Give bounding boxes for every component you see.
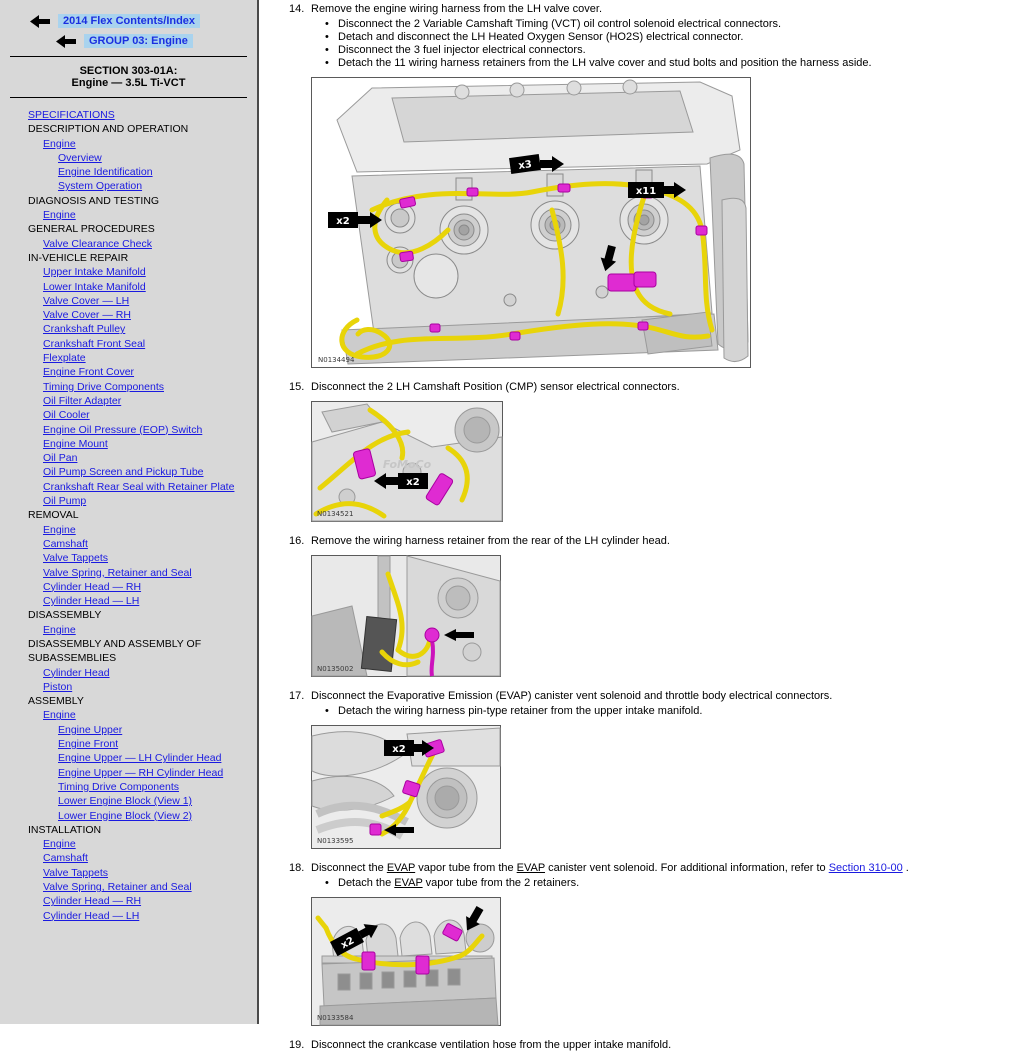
sidebar-nav-link[interactable]: Cylinder Head — LH [43,595,140,608]
svg-text:x3: x3 [517,159,533,172]
sidebar-nav-link[interactable]: Overview [58,151,102,164]
sidebar-nav-link[interactable]: Valve Spring, Retainer and Seal [43,566,192,579]
sidebar-nav-link[interactable]: Crankshaft Front Seal [43,337,146,350]
sidebar-nav-link[interactable]: Engine Upper — RH Cylinder Head [58,766,224,779]
procedure-step [289,862,1024,1029]
procedure-content [261,0,1024,1051]
step-number: 14. [289,3,305,15]
sidebar-section-heading: DISASSEMBLY AND ASSEMBLY OF SUBASSEMBLIES [28,637,202,665]
step-bullets [311,877,1024,890]
sidebar-nav-link[interactable]: Timing Drive Components [58,780,179,793]
section-title-line1: SECTION 303-01A: [79,65,178,77]
bullet-item: • Detach and disconnect the LH Heated Oxygen Sensor (HO2S) electrical connector. [325,31,744,43]
section-title-line2: Engine — 3.5L Ti-VCT [71,77,186,89]
sidebar-nav-link[interactable]: Valve Clearance Check [43,237,152,250]
back-arrow-icon[interactable] [56,35,76,48]
bullet-icon: • [325,44,329,56]
sidebar-nav-link[interactable]: Oil Pan [43,452,78,465]
sidebar-nav-link[interactable]: Piston [43,680,73,693]
acronym-evap: EVAP [394,877,423,889]
section-title [0,65,257,89]
sidebar-nav-link[interactable]: Engine Oil Pressure (EOP) Switch [43,423,203,436]
sidebar-nav-link[interactable]: Crankshaft Pulley [43,323,126,336]
sidebar-nav-link[interactable]: Valve Spring, Retainer and Seal [43,881,192,894]
bullet-item: • Detach the EVAP vapor tube from the 2 retainers. [325,877,580,889]
callout-x11 [628,182,686,198]
bullet-item: • Detach the 11 wiring harness retainers from the LH valve cover and stud bolts and position the harness aside. [325,57,872,69]
step-bullets [311,705,1024,718]
sidebar-section-heading: GENERAL PROCEDURES [28,223,155,236]
figure-id-label: N0133595 [317,837,354,845]
sidebar-nav-link[interactable]: Cylinder Head — RH [43,895,142,908]
sidebar-nav-link[interactable]: Valve Tappets [43,866,108,879]
bullet-item: • Disconnect the 3 fuel injector electrical connectors. [325,44,586,56]
sidebar-nav-link[interactable]: Engine [43,838,76,851]
bullet-icon: • [325,18,329,30]
sidebar-nav-link[interactable]: Oil Pump Screen and Pickup Tube [43,466,204,479]
sidebar-nav-link[interactable]: Engine Identification [58,166,153,179]
sidebar-nav-link[interactable]: Engine Front [58,738,119,751]
back-arrow-icon[interactable] [30,15,50,28]
procedure-step [289,3,1024,371]
figure-evap-vapor-tube [311,897,501,1026]
sidebar-nav-link[interactable]: Camshaft [43,537,88,550]
sidebar-nav-link[interactable]: Valve Tappets [43,552,108,565]
bullet-icon: • [325,57,329,69]
sidebar-section-heading: DIAGNOSIS AND TESTING [28,194,160,207]
sidebar-nav-link[interactable]: Flexplate [43,352,86,365]
sidebar-nav-link[interactable]: Engine [43,137,76,150]
step-number: 15. [289,381,305,393]
svg-text:x2: x2 [392,744,406,755]
step-text: Disconnect the 2 LH Camshaft Position (CMP) sensor electrical connectors. [311,381,680,393]
figure-cmp-connectors [311,401,503,522]
step-number: 19. [289,1039,305,1051]
sidebar-section-heading: INSTALLATION [28,823,102,836]
sidebar-nav-link[interactable]: Engine [43,523,76,536]
figure-evap-throttle-connectors [311,725,501,849]
procedure-step [289,690,1024,852]
sidebar-nav-link[interactable]: Engine [43,623,76,636]
sidebar-nav-link[interactable]: Timing Drive Components [43,380,164,393]
sidebar-nav-link[interactable]: Valve Cover — RH [43,309,131,322]
step-text: Remove the engine wiring harness from the LH valve cover. [311,3,603,15]
bullet-icon: • [325,705,329,717]
sidebar-section-heading: DISASSEMBLY [28,609,102,622]
sidebar-nav-link[interactable]: Engine Front Cover [43,366,135,379]
divider [10,97,247,98]
sidebar-section-heading: IN-VEHICLE REPAIR [28,251,129,264]
acronym-evap: EVAP [386,862,416,874]
figure-id-label: N0134521 [317,510,354,518]
bullet-icon: • [325,31,329,43]
sidebar-nav [28,108,257,923]
breadcrumb-group-link[interactable]: GROUP 03: Engine [84,34,193,48]
breadcrumb [30,14,257,28]
sidebar-nav-link[interactable]: Engine Upper — LH Cylinder Head [58,752,222,765]
sidebar-nav-link[interactable]: Cylinder Head — RH [43,580,142,593]
sidebar-nav-link[interactable]: Lower Engine Block (View 2) [58,809,193,822]
sidebar-nav-link[interactable]: Cylinder Head [43,666,110,679]
sidebar-section-heading: DESCRIPTION AND OPERATION [28,123,189,136]
step-text: Disconnect the Evaporative Emission (EVAP) canister vent solenoid and throttle body electrical connectors. [311,690,833,702]
sidebar-nav-link[interactable]: Oil Filter Adapter [43,394,122,407]
svg-text:x11: x11 [635,186,657,197]
svg-text:x2: x2 [336,216,350,227]
breadcrumb-contents-link[interactable]: 2014 Flex Contents/Index [58,14,200,28]
sidebar-nav-link[interactable]: Oil Cooler [43,409,90,422]
figure-harness-retainer [311,555,501,677]
sidebar-section-heading: REMOVAL [28,509,79,522]
step-bullets [311,18,1024,70]
sidebar-nav-link[interactable]: SPECIFICATIONS [28,109,115,121]
sidebar-nav-link[interactable]: Engine Upper [58,723,123,736]
svg-text:x2: x2 [406,477,420,488]
section-310-00-link[interactable]: Section 310-00 [828,862,903,874]
figure-id-label: N0134494 [318,356,355,364]
svg-text:x2: x2 [339,935,357,952]
figure-id-label: N0133584 [317,1014,354,1022]
sidebar-nav-link[interactable]: Oil Pump [43,495,87,508]
sidebar-nav-link[interactable]: Crankshaft Rear Seal with Retainer Plate [43,480,235,493]
step-number: 16. [289,535,305,547]
sidebar-section-heading: ASSEMBLY [28,695,84,708]
step-number: 17. [289,690,305,702]
sidebar-nav-link[interactable]: Engine [43,209,76,222]
bullet-item: • Detach the wiring harness pin-type retainer from the upper intake manifold. [325,705,703,717]
divider [10,56,247,57]
bullet-item: • Disconnect the 2 Variable Camshaft Timing (VCT) oil control solenoid electrical connectors. [325,18,782,30]
step-text: Remove the wiring harness retainer from the rear of the LH cylinder head. [311,535,670,547]
sidebar-nav-link[interactable]: Camshaft [43,852,88,865]
sidebar-nav-link[interactable]: Engine [43,709,76,722]
procedure-step [289,535,1024,680]
sidebar-nav-link[interactable]: Engine Mount [43,437,108,450]
breadcrumb [56,34,257,48]
sidebar-nav-link[interactable]: Lower Intake Manifold [43,280,146,293]
procedure-step [289,381,1024,525]
sidebar-nav-link[interactable]: System Operation [58,180,143,193]
bullet-icon: • [325,877,329,889]
step-number: 18. [289,862,305,874]
watermark: FoMoCo [382,458,432,471]
sidebar-nav-link[interactable]: Valve Cover — LH [43,294,130,307]
procedure-step [289,1039,1024,1052]
sidebar-nav-link[interactable]: Upper Intake Manifold [43,266,146,279]
sidebar-nav-link[interactable]: Cylinder Head — LH [43,909,140,922]
step-text: Disconnect the EVAP vapor tube from the EVAP canister vent solenoid. For additional information, refer to Section 310-00 . [311,862,909,874]
figure-id-label: N0135002 [317,665,354,673]
step-text: Disconnect the crankcase ventilation hose from the upper intake manifold. [311,1039,672,1051]
acronym-evap: EVAP [516,862,546,874]
sidebar-nav-link[interactable]: Lower Engine Block (View 1) [58,795,193,808]
sidebar [0,0,259,1024]
figure-valve-cover-harness [311,77,751,368]
